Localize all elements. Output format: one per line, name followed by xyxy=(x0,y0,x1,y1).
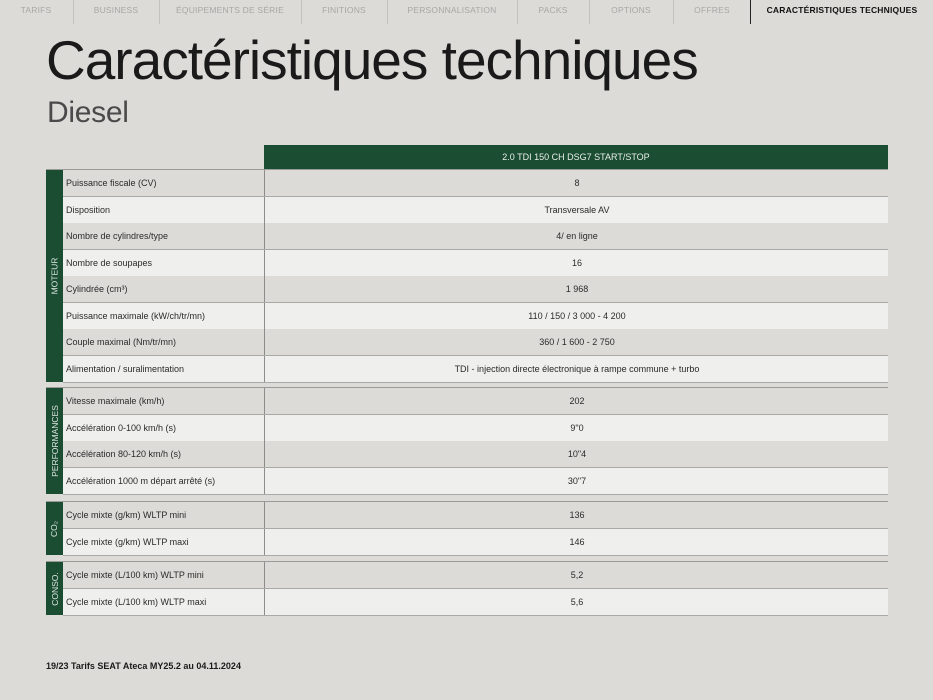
table-row xyxy=(63,170,888,196)
nav-divider xyxy=(517,0,518,24)
page-footer: 19/23 Tarifs SEAT Ateca MY25.2 au 04.11.2024 xyxy=(46,661,241,671)
row-label: Cylindrée (cm³) xyxy=(66,284,128,294)
row-label: Cycle mixte (L/100 km) WLTP mini xyxy=(66,570,204,580)
group-label xyxy=(46,562,63,615)
group-label-text: CO₂ xyxy=(49,520,60,537)
row-value: 9"0 xyxy=(264,415,889,441)
row-value: 1 968 xyxy=(264,276,889,302)
row-divider xyxy=(63,555,888,556)
row-value: 5,2 xyxy=(264,562,889,588)
row-label: Couple maximal (Nm/tr/mn) xyxy=(66,337,177,347)
nav-divider xyxy=(589,0,590,24)
row-label: Disposition xyxy=(66,204,111,215)
row-value: Transversale AV xyxy=(264,197,889,223)
row-label: Puissance fiscale (CV) xyxy=(66,178,157,188)
row-value: 10"4 xyxy=(264,441,889,467)
row-label: Cycle mixte (g/km) WLTP maxi xyxy=(66,536,189,547)
row-label: Nombre de soupapes xyxy=(66,257,153,268)
row-divider xyxy=(63,382,888,383)
table-column-header: 2.0 TDI 150 CH DSG7 START/STOP xyxy=(264,145,888,170)
group-label xyxy=(46,388,63,494)
row-label: Nombre de cylindres/type xyxy=(66,231,169,241)
row-value: 30"7 xyxy=(264,468,889,494)
row-value: 146 xyxy=(264,529,889,555)
page-title: Caractéristiques techniques xyxy=(46,29,698,91)
nav-tab-options[interactable]: OPTIONS xyxy=(611,5,651,15)
page-subtitle: Diesel xyxy=(47,96,129,129)
row-value: 136 xyxy=(264,502,889,528)
table-row xyxy=(63,250,888,276)
table-row xyxy=(63,468,888,494)
group-label xyxy=(46,502,63,555)
table-row xyxy=(63,529,888,555)
row-value: 202 xyxy=(264,388,889,414)
nav-tab-personnalisation[interactable]: PERSONNALISATION xyxy=(407,5,497,15)
row-label: Cycle mixte (L/100 km) WLTP maxi xyxy=(66,596,207,607)
table-row xyxy=(63,415,888,441)
row-label: Alimentation / suralimentation xyxy=(66,363,185,374)
row-value: 8 xyxy=(264,170,889,196)
nav-divider-active xyxy=(750,0,751,24)
group-label-text: PERFORMANCES xyxy=(49,405,60,477)
row-divider xyxy=(63,494,888,495)
row-label: Accélération 1000 m départ arrêté (s) xyxy=(66,475,216,486)
nav-divider xyxy=(159,0,160,24)
table-row xyxy=(63,303,888,329)
nav-tab-caracteristiques[interactable]: CARACTÉRISTIQUES TECHNIQUES xyxy=(766,5,918,15)
table-row xyxy=(63,329,888,355)
nav-tab-finitions[interactable]: FINITIONS xyxy=(322,5,366,15)
nav-divider xyxy=(301,0,302,24)
row-label: Vitesse maximale (km/h) xyxy=(66,396,165,406)
row-value: 110 / 150 / 3 000 - 4 200 xyxy=(264,303,889,329)
row-value: 360 / 1 600 - 2 750 xyxy=(264,329,889,355)
top-navigation xyxy=(0,0,933,24)
table-row xyxy=(63,589,888,615)
table-row xyxy=(63,223,888,249)
row-label: Puissance maximale (kW/ch/tr/mn) xyxy=(66,310,206,321)
row-label: Accélération 0-100 km/h (s) xyxy=(66,422,177,433)
row-value: 16 xyxy=(264,250,889,276)
table-row xyxy=(63,441,888,467)
nav-tab-tarifs[interactable]: TARIFS xyxy=(20,5,52,15)
nav-tab-equipements[interactable]: ÉQUIPEMENTS DE SÉRIE xyxy=(176,5,284,15)
nav-divider xyxy=(73,0,74,24)
row-value: 5,6 xyxy=(264,589,889,615)
nav-tab-business[interactable]: BUSINESS xyxy=(93,5,139,15)
group-label-text: CONSO. xyxy=(49,571,60,606)
table-row xyxy=(63,562,888,588)
row-value: TDI - injection directe électronique à rampe commune + turbo xyxy=(264,356,889,382)
nav-tab-offres[interactable]: OFFRES xyxy=(694,5,730,15)
row-label: Cycle mixte (g/km) WLTP mini xyxy=(66,510,187,520)
group-label xyxy=(46,170,63,382)
row-label: Accélération 80-120 km/h (s) xyxy=(66,449,182,459)
table-row xyxy=(63,388,888,414)
table-row xyxy=(63,502,888,528)
nav-divider xyxy=(673,0,674,24)
group-label-text: MOTEUR xyxy=(49,257,60,295)
row-divider xyxy=(63,615,888,616)
table-row xyxy=(63,356,888,382)
table-row xyxy=(63,197,888,223)
nav-tab-packs[interactable]: PACKS xyxy=(538,5,568,15)
table-row xyxy=(63,276,888,302)
nav-divider xyxy=(387,0,388,24)
row-value: 4/ en ligne xyxy=(264,223,889,249)
